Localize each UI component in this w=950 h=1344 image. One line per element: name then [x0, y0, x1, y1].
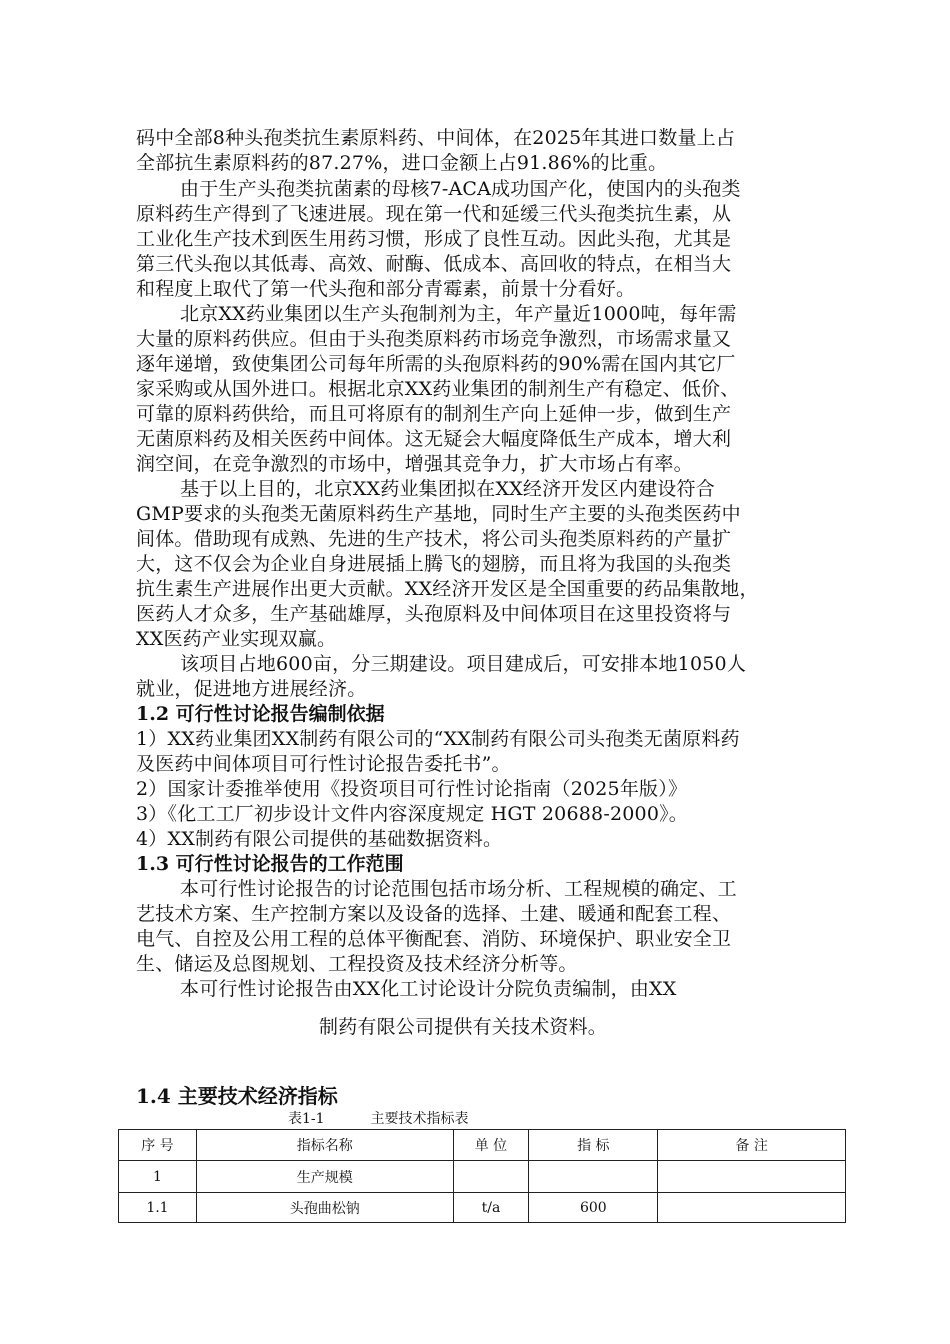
- paragraph-line: 大量的原料药供应。但由于头孢类原料药市场竞争激烈，市场需求量又: [136, 328, 732, 350]
- header-cell: 备 注: [658, 1130, 846, 1161]
- paragraph-line: 无菌原料药及相关医药中间体。这无疑会大幅度降低生产成本，增大利: [136, 428, 732, 450]
- scope-line: 艺技术方案、生产控制方案以及设备的选择、土建、暖通和配套工程、: [136, 903, 732, 925]
- table-cell: 生产规模: [196, 1161, 453, 1193]
- table-cell: t/a: [453, 1193, 529, 1223]
- table-cell: 头孢曲松钠: [196, 1193, 453, 1223]
- basis-item: 1）XX药业集团XX制药有限公司的“XX制药有限公司头孢类无菌原料药: [136, 728, 740, 750]
- table-header-row: [119, 1130, 846, 1161]
- table-row: [119, 1193, 846, 1223]
- section-heading-1-4: 1.4 主要技术经济指标: [136, 1084, 338, 1108]
- paragraph-line: 码中全部8种头孢类抗生素原料药、中间体，在2025年其进口数量上占: [136, 127, 736, 149]
- paragraph-line: 家采购或从国外进口。根据北京XX药业集团的制剂生产有稳定、低价、: [136, 378, 740, 400]
- header-cell: 单 位: [453, 1130, 529, 1161]
- scope-line: 电气、自控及公用工程的总体平衡配套、消防、环境保护、职业安全卫: [136, 928, 732, 950]
- table-cell: 600: [529, 1193, 658, 1223]
- basis-item: 2）国家计委推举使用《投资项目可行性讨论指南（2025年版）》: [136, 778, 688, 800]
- paragraph-line: 全部抗生素原料药的87.27%，进口金额上占91.86%的比重。: [136, 152, 668, 174]
- table-cell: 1: [119, 1161, 197, 1193]
- paragraph-line: 该项目占地600亩，分三期建设。项目建成后，可安排本地1050人: [180, 653, 747, 675]
- section-heading-1-3: 1.3 可行性讨论报告的工作范围: [136, 853, 404, 875]
- table-cell: [529, 1161, 658, 1193]
- header-cell: 指标名称: [196, 1130, 453, 1161]
- basis-item: 及医药中间体项目可行性讨论报告委托书”。: [136, 753, 511, 775]
- paragraph-line: 第三代头孢以其低毒、高效、耐酶、低成本、高回收的特点，在相当大: [136, 253, 732, 275]
- paragraph-line: 基于以上目的，北京XX药业集团拟在XX经济开发区内建设符合: [180, 478, 715, 500]
- paragraph-line: 抗生素生产进展作出更大贡献。XX经济开发区是全国重要的药品集散地，: [136, 578, 759, 600]
- header-cell: 指 标: [529, 1130, 658, 1161]
- table-cell: [658, 1193, 846, 1223]
- paragraph-line: 由于生产头孢类抗菌素的母核7-ACA成功国产化，使国内的头孢类: [180, 178, 741, 200]
- paragraph-line: 北京XX药业集团以生产头孢制剂为主，年产量近1000吨，每年需: [180, 303, 737, 325]
- table-caption: [288, 1110, 469, 1128]
- table-title: 主要技术指标表: [370, 1111, 469, 1127]
- paragraph-line: 医药人才众多，生产基础雄厚，头孢原料及中间体项目在这里投资将与: [136, 603, 732, 625]
- scope-line: 本可行性讨论报告的讨论范围包括市场分析、工程规模的确定、工: [180, 878, 737, 900]
- paragraph-line: 润空间，在竞争激烈的市场中，增强其竞争力，扩大市场占有率。: [136, 453, 693, 475]
- section-heading-1-2: 1.2 可行性讨论报告编制依据: [136, 703, 385, 725]
- paragraph-line: 间体。借助现有成熟、先进的生产技术，将公司头孢类原料药的产量扩: [136, 528, 732, 550]
- header-cell: 序 号: [119, 1130, 197, 1161]
- indicator-table: [118, 1129, 846, 1223]
- table-cell: 1.1: [119, 1193, 197, 1223]
- paragraph-line: 逐年递增，致使集团公司每年所需的头孢原料药的90%需在国内其它厂: [136, 353, 736, 375]
- basis-item: 3）《化工工厂初步设计文件内容深度规定 HGT 20688-2000》。: [136, 803, 689, 825]
- table-cell: [453, 1161, 529, 1193]
- scope-line: 生、储运及总图规划、工程投资及技术经济分析等。: [136, 953, 578, 975]
- paragraph-line: 可靠的原料药供给，而且可将原有的制剂生产向上延伸一步，做到生产: [136, 403, 732, 425]
- table-row: [119, 1161, 846, 1193]
- paragraph-line: 原料药生产得到了飞速进展。现在第一代和延缓三代头孢类抗生素，从: [136, 203, 732, 225]
- paragraph-line: GMP要求的头孢类无菌原料药生产基地，同时生产主要的头孢类医药中: [136, 503, 741, 525]
- scope-line: 制药有限公司提供有关技术资料。: [319, 1016, 608, 1038]
- basis-item: 4）XX制药有限公司提供的基础数据资料。: [136, 828, 503, 850]
- paragraph-line: 就业，促进地方进展经济。: [136, 678, 367, 700]
- paragraph-line: 工业化生产技术到医生用药习惯，形成了良性互动。因此头孢，尤其是: [136, 228, 732, 250]
- table-cell: [658, 1161, 846, 1193]
- paragraph-line: 大，这不仅会为企业自身进展插上腾飞的翅膀，而且将为我国的头孢类: [136, 553, 732, 575]
- table-number: 表1-1: [288, 1111, 325, 1127]
- paragraph-line: XX医药产业实现双赢。: [136, 628, 337, 650]
- scope-line: 本可行性讨论报告由XX化工讨论设计分院负责编制，由XX: [180, 978, 677, 1000]
- paragraph-line: 和程度上取代了第一代头孢和部分青霉素，前景十分看好。: [136, 278, 636, 300]
